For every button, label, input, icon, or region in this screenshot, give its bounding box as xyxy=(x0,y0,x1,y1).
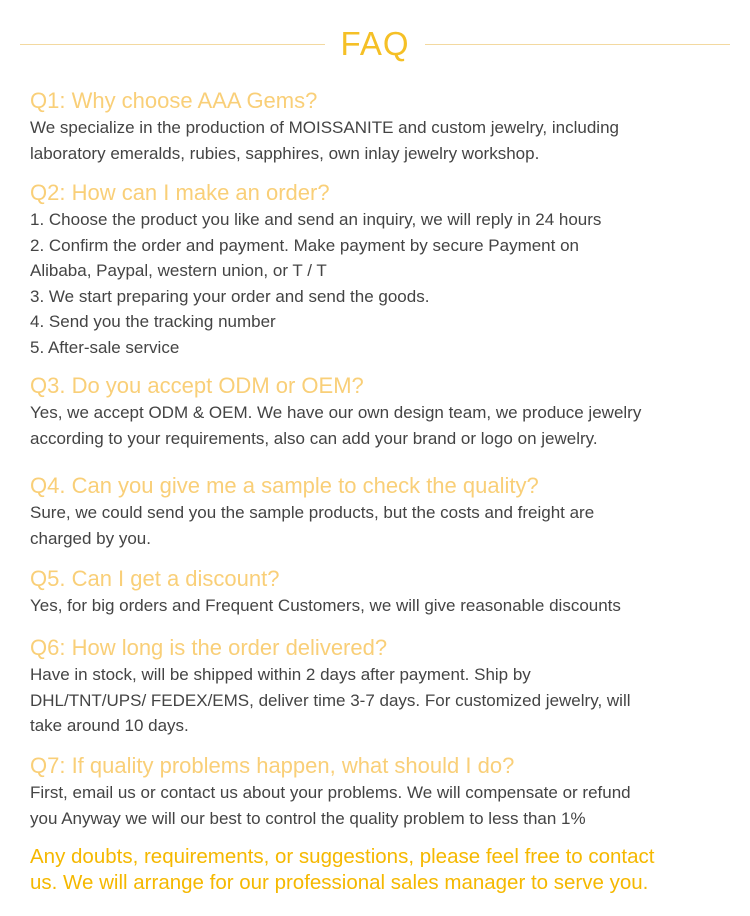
faq-question: Q2: How can I make an order? xyxy=(30,180,330,205)
answer-line: take around 10 days. xyxy=(30,716,189,735)
answer-line: Sure, we could send you the sample products, but the costs and freight are xyxy=(30,503,595,522)
faq-answer xyxy=(30,400,730,451)
answer-line: Yes, for big orders and Frequent Customers, we will give reasonable discounts xyxy=(30,596,621,615)
faq-answer xyxy=(30,115,730,166)
answer-line: First, email us or contact us about your problems. We will compensate or refund xyxy=(30,783,631,802)
answer-line: charged by you. xyxy=(30,528,151,548)
closing-line: Any doubts, requirements, or suggestions, please feel free to contact xyxy=(30,845,655,868)
closing-line: us. We will arrange for our professional sales manager to serve you. xyxy=(30,871,649,894)
answer-line: 2. Confirm the order and payment. Make payment by secure Payment on xyxy=(30,235,579,255)
faq-answer xyxy=(30,207,730,360)
faq-item-q7 xyxy=(30,752,730,831)
header-divider-left xyxy=(20,44,325,45)
answer-line: DHL/TNT/UPS/ FEDEX/EMS, deliver time 3-7 days. For customized jewelry, will xyxy=(30,690,631,710)
faq-question: Q1: Why choose AAA Gems? xyxy=(30,88,318,113)
answer-line: you Anyway we will our best to control the quality problem to less than 1% xyxy=(30,808,586,828)
answer-line: We specialize in the production of MOISSANITE and custom jewelry, including xyxy=(30,118,619,137)
faq-question: Q6: How long is the order delivered? xyxy=(30,635,388,660)
answer-line: according to your requirements, also can add your brand or logo on jewelry. xyxy=(30,428,598,448)
faq-item-q2 xyxy=(30,179,730,360)
faq-item-q5 xyxy=(30,565,730,619)
answer-line: 3. We start preparing your order and send the goods. xyxy=(30,286,430,306)
answer-line: 5. After-sale service xyxy=(30,337,180,357)
faq-answer xyxy=(30,662,730,739)
faq-answer xyxy=(30,780,730,831)
faq-answer xyxy=(30,593,730,619)
faq-question: Q4. Can you give me a sample to check the quality? xyxy=(30,473,539,498)
answer-line: 4. Send you the tracking number xyxy=(30,312,276,331)
faq-question: Q5. Can I get a discount? xyxy=(30,566,280,591)
faq-item-q1 xyxy=(30,87,730,166)
answer-line: Yes, we accept ODM & OEM. We have our own design team, we produce jewelry xyxy=(30,403,642,422)
answer-line: Alibaba, Paypal, western union, or T / T xyxy=(30,261,327,280)
faq-question: Q3. Do you accept ODM or OEM? xyxy=(30,373,364,398)
faq-answer xyxy=(30,500,730,551)
faq-item-q3 xyxy=(30,372,730,451)
answer-line: Have in stock, will be shipped within 2 days after payment. Ship by xyxy=(30,665,531,684)
page-title: FAQ xyxy=(340,25,410,62)
faq-item-q4 xyxy=(30,472,730,551)
closing-message xyxy=(30,844,730,896)
answer-line: laboratory emeralds, rubies, sapphires, own inlay jewelry workshop. xyxy=(30,143,540,163)
faq-header xyxy=(0,22,750,66)
answer-line: 1. Choose the product you like and send an inquiry, we will reply in 24 hours xyxy=(30,210,602,229)
faq-question: Q7: If quality problems happen, what should I do? xyxy=(30,753,515,778)
faq-item-q6 xyxy=(30,634,730,739)
header-divider-right xyxy=(425,44,730,45)
